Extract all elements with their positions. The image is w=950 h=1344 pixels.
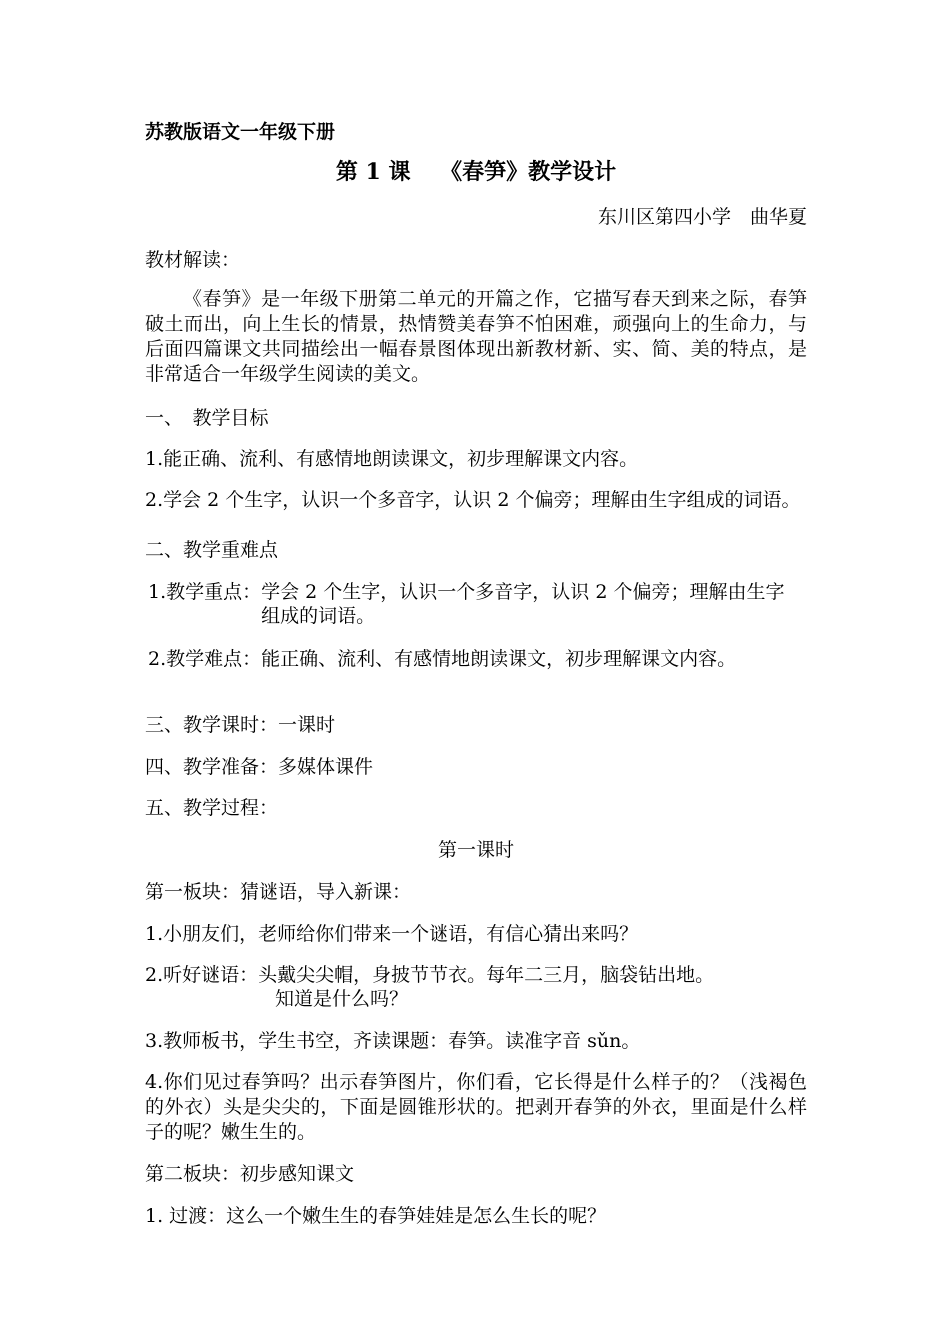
document-title: 第 1 课 《春笋》教学设计: [335, 159, 617, 185]
block2-item-1: 1. 过渡：这么一个嫩生生的春笋娃娃是怎么生长的呢？: [145, 1205, 607, 1227]
keypoint-focus-text: 学会 2 个生字，认识一个多音字，认识 2 个偏旁；理解由生字组成的词语。: [261, 581, 785, 627]
keypoints-heading: 二、教学重难点: [145, 539, 279, 561]
block1-item-4: 4.你们见过春笋吗？出示春笋图片，你们看，它长得是什么样子的？（浅褐色的外衣）头是尖尖的，下面是圆锥形状的。把剥开春笋的外衣，里面是什么样子的呢？嫩生生的。: [145, 1071, 807, 1143]
keypoint-focus-label: 1.教学重点：: [148, 581, 262, 603]
block1-item-2-line2: 知道是什么吗？: [275, 988, 409, 1010]
document-page: [145, 0, 807, 1344]
goals-heading: 一、 教学目标: [145, 407, 269, 429]
goal-item-2: 2.学会 2 个生字，认识一个多音字，认识 2 个偏旁；理解由生字组成的词语。: [145, 489, 801, 511]
material-heading: 教材解读：: [145, 249, 241, 271]
process-heading: 五、教学过程：: [145, 797, 279, 819]
session-label: 第一课时: [437, 839, 514, 861]
block1-item-2-line1: 2.听好谜语：头戴尖尖帽，身披节节衣。每年二三月，脑袋钻出地。: [145, 964, 715, 986]
author-line: 东川区第四小学 曲华夏: [597, 206, 807, 228]
block1-item-3: 3.教师板书，学生书空，齐读课题：春笋。读准字音 sǔn。: [145, 1030, 641, 1052]
goal-item-1: 1.能正确、流利、有感情地朗读课文，初步理解课文内容。: [145, 448, 639, 470]
keypoint-difficulty: [148, 647, 798, 671]
prep-line: 四、教学准备：多媒体课件: [145, 756, 374, 778]
block1-item-1: 1.小朋友们，老师给你们带来一个谜语，有信心猜出来吗？: [145, 923, 639, 945]
keypoint-difficulty-text: 能正确、流利、有感情地朗读课文，初步理解课文内容。: [261, 648, 737, 670]
hours-line: 三、教学课时：一课时: [145, 714, 336, 736]
block1-heading: 第一板块：猜谜语，导入新课：: [145, 881, 412, 903]
series-label: 苏教版语文一年级下册: [145, 121, 336, 143]
block2-heading: 第二板块：初步感知课文: [145, 1163, 355, 1185]
keypoint-difficulty-label: 2.教学难点：: [148, 648, 262, 670]
material-body: 《春笋》是一年级下册第二单元的开篇之作，它描写春天到来之际，春笋破土而出，向上生长的情景，热情赞美春笋不怕困难，顽强向上的生命力，与后面四篇课文共同描绘出一幅春景图体现出新教材新、实、简、美的特点，是非常适合一年级学生阅读的美文。: [145, 288, 807, 385]
keypoint-focus: [148, 580, 798, 628]
